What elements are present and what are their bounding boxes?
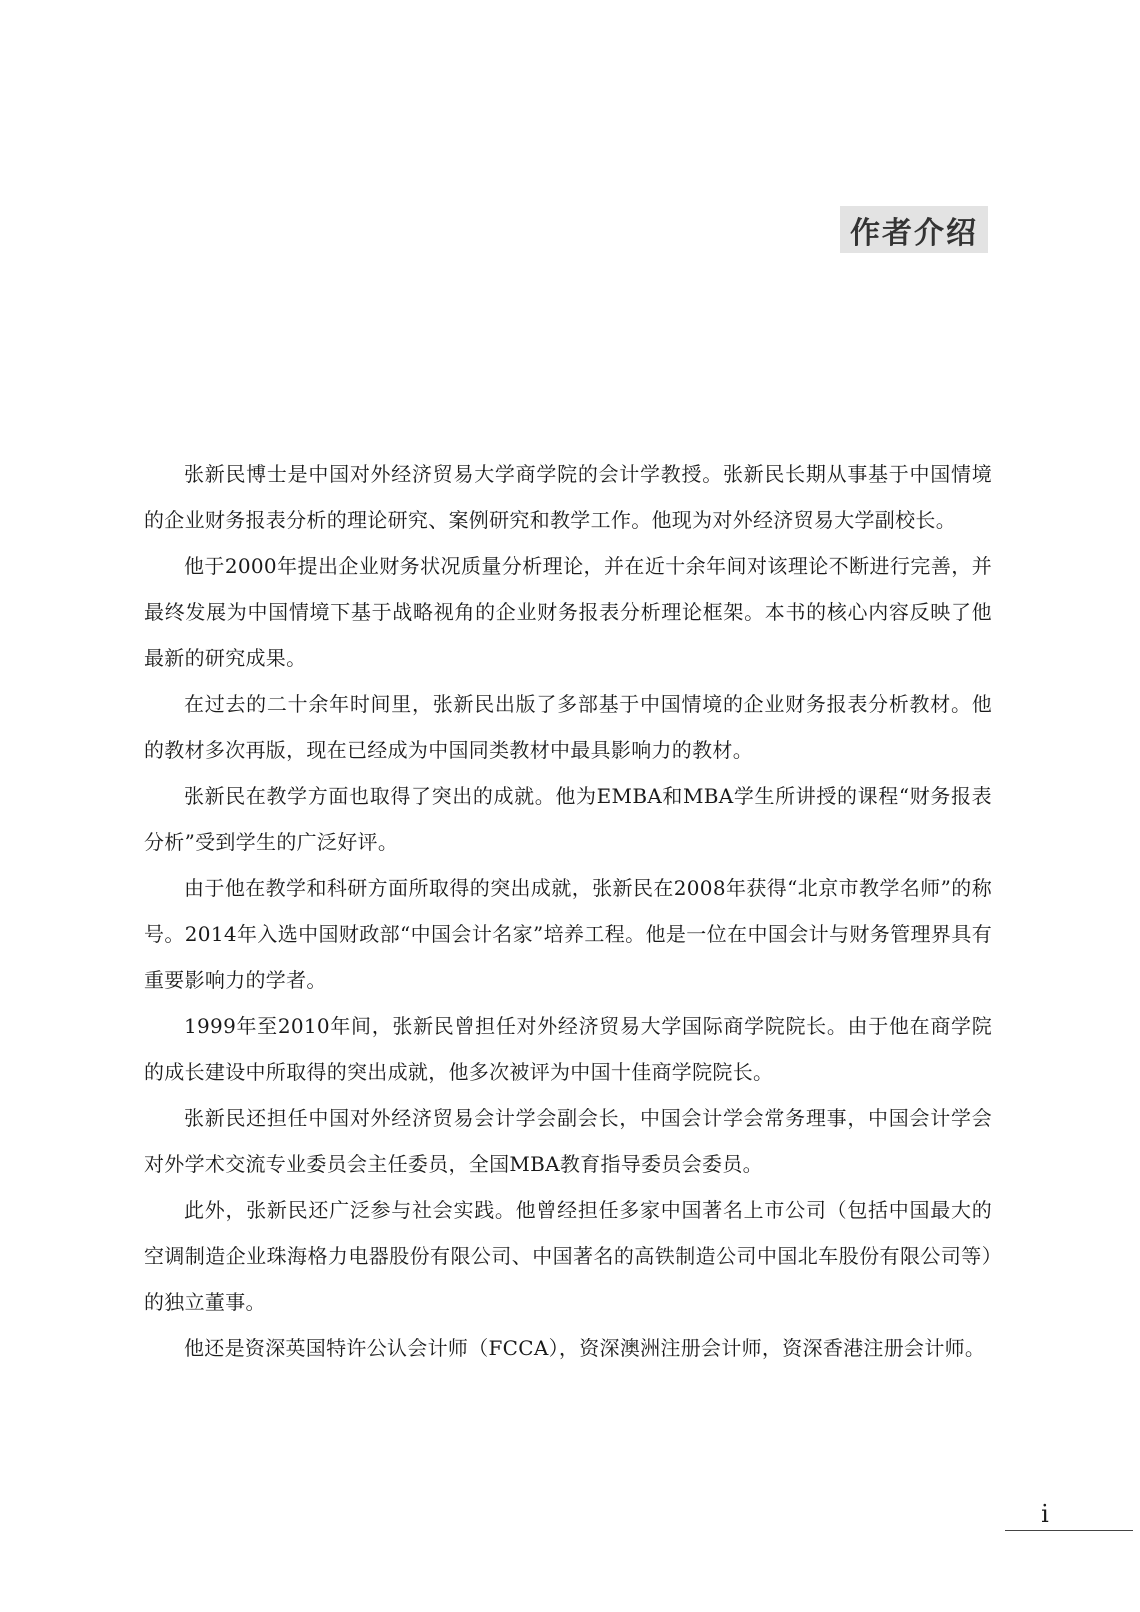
page-title: 作者介绍: [850, 215, 978, 251]
paragraph: 他于2000年提出企业财务状况质量分析理论，并在近十余年间对该理论不断进行完善，并最终发展为中国情境下基于战略视角的企业财务报表分析理论框架。本书的核心内容反映了他最新的研究成果。: [144, 554, 992, 670]
paragraph: 此外，张新民还广泛参与社会实践。他曾经担任多家中国著名上市公司（包括中国最大的空调制造企业珠海格力电器股份有限公司、中国著名的高铁制造公司中国北车股份有限公司等）的独立董事。: [144, 1198, 992, 1314]
author-bio: [144, 451, 992, 1371]
paragraph: 张新民博士是中国对外经济贸易大学商学院的会计学教授。张新民长期从事基于中国情境的企业财务报表分析的理论研究、案例研究和教学工作。他现为对外经济贸易大学副校长。: [144, 462, 992, 532]
page-number: i: [1041, 1500, 1049, 1528]
paragraph: 1999年至2010年间，张新民曾担任对外经济贸易大学国际商学院院长。由于他在商学院的成长建设中所取得的突出成就，他多次被评为中国十佳商学院院长。: [144, 1014, 992, 1084]
footer-divider: [1005, 1530, 1133, 1531]
title-banner: [840, 206, 988, 253]
paragraph: 他还是资深英国特许公认会计师（FCCA），资深澳洲注册会计师，资深香港注册会计师。: [184, 1336, 986, 1360]
paragraph: 张新民在教学方面也取得了突出的成就。他为EMBA和MBA学生所讲授的课程“财务报表分析”受到学生的广泛好评。: [144, 784, 992, 854]
paragraph: 由于他在教学和科研方面所取得的突出成就，张新民在2008年获得“北京市教学名师”的称号。2014年入选中国财政部“中国会计名家”培养工程。他是一位在中国会计与财务管理界具有重要影响力的学者。: [144, 876, 992, 992]
paragraph: 张新民还担任中国对外经济贸易会计学会副会长，中国会计学会常务理事，中国会计学会对外学术交流专业委员会主任委员，全国MBA教育指导委员会委员。: [144, 1106, 992, 1176]
paragraph: 在过去的二十余年时间里，张新民出版了多部基于中国情境的企业财务报表分析教材。他的教材多次再版，现在已经成为中国同类教材中最具影响力的教材。: [144, 692, 992, 762]
